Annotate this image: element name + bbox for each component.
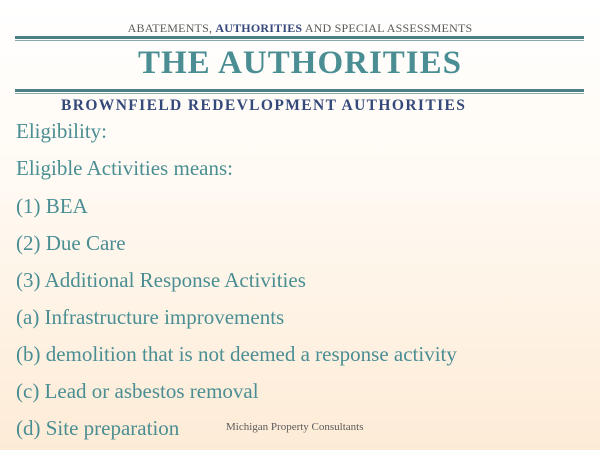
- body-line-infrastructure: (a) Infrastructure improvements: [16, 305, 285, 329]
- header-prefix: ABATEMENTS,: [127, 21, 216, 35]
- body-line-due-care: (2) Due Care: [16, 231, 126, 255]
- body-line-bea: (1) BEA: [16, 194, 88, 218]
- header-highlight: AUTHORITIES: [215, 21, 303, 35]
- body-line-demolition: (b) demolition that is not deemed a response activity: [16, 342, 457, 366]
- body-line-additional-response: (3) Additional Response Activities: [16, 268, 306, 292]
- body-line-site-preparation: (d) Site preparation: [16, 416, 180, 440]
- footer-credit: Michigan Property Consultants: [226, 421, 364, 433]
- body-line-eligibility: Eligibility:: [16, 119, 108, 143]
- body-line-eligible-activities: Eligible Activities means:: [16, 156, 233, 180]
- header-rule-top: [15, 36, 584, 39]
- header-rule-top-thin: [15, 40, 584, 41]
- body-line-lead-asbestos: (c) Lead or asbestos removal: [16, 379, 259, 403]
- page-title: THE AUTHORITIES: [137, 45, 463, 81]
- title-rule-bottom: [15, 89, 584, 92]
- header-suffix: AND SPECIAL ASSESSMENTS: [302, 21, 473, 35]
- slide-header: [0, 21, 600, 35]
- title-rule-bottom-thin: [15, 93, 584, 94]
- section-subtitle: BROWNFIELD REDEVLOPMENT AUTHORITIES: [61, 97, 467, 114]
